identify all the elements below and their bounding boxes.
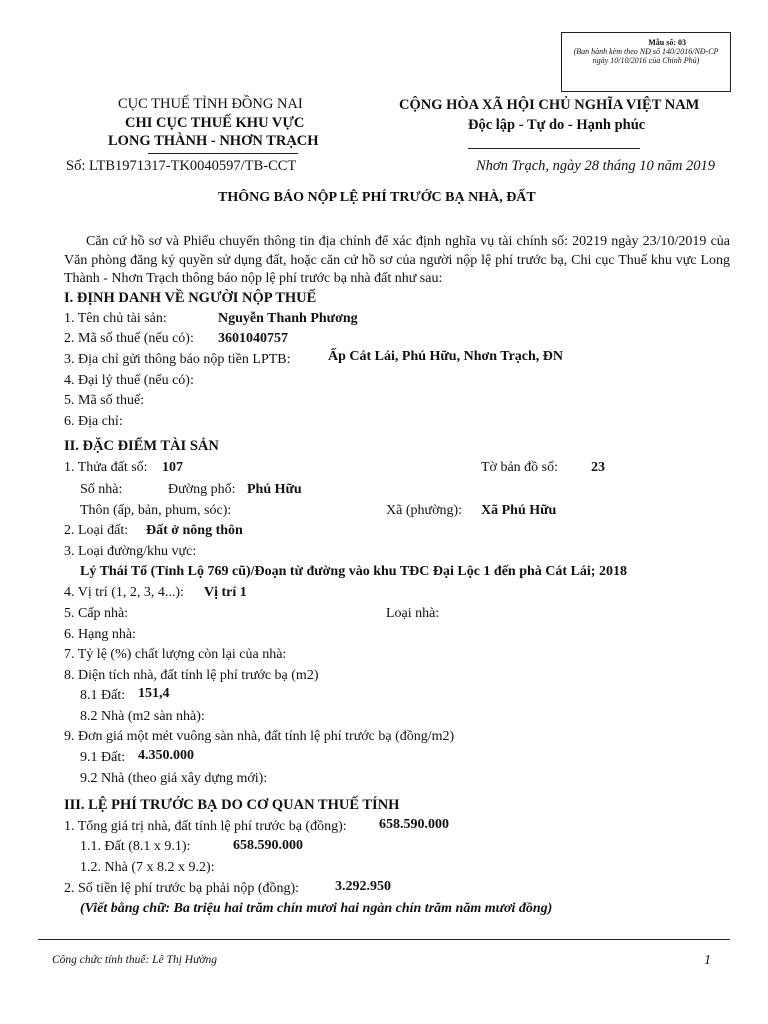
unit-price-land-value: 4.350.000 bbox=[138, 748, 194, 763]
unit-price-land-label: 9.1 Đất: bbox=[80, 750, 126, 765]
section2-heading: II. ĐẶC ĐIỂM TÀI SẢN bbox=[64, 438, 219, 454]
agent-label: 4. Đại lý thuế (nếu có): bbox=[64, 373, 194, 388]
tax-code-value: 3601040757 bbox=[218, 331, 288, 346]
place-date: Nhơn Trạch, ngày 28 tháng 10 năm 2019 bbox=[476, 158, 715, 174]
agency-line1: CHI CỤC THUẾ KHU VỰC bbox=[125, 115, 305, 131]
parcel-label: 1. Thửa đất số: bbox=[64, 460, 148, 475]
fee-value: 3.292.950 bbox=[335, 879, 391, 894]
area-house-label: 8.2 Nhà (m2 sàn nhà): bbox=[80, 709, 205, 724]
land-type-value: Đất ở nông thôn bbox=[146, 523, 243, 538]
motto-underline bbox=[468, 148, 640, 149]
section3-heading: III. LỆ PHÍ TRƯỚC BẠ DO CƠ QUAN THUẾ TÍNH bbox=[64, 797, 400, 813]
doc-number: Số: LTB1971317-TK0040597/TB-CCT bbox=[66, 158, 297, 174]
remaining-quality-label: 7. Tỷ lệ (%) chất lượng còn lại của nhà: bbox=[64, 647, 287, 662]
street-value: Phú Hữu bbox=[247, 482, 302, 497]
motto: Độc lập - Tự do - Hạnh phúc bbox=[468, 117, 646, 133]
parcel-value: 107 bbox=[162, 460, 183, 475]
unit-price-label: 9. Đơn giá một mét vuông sàn nhà, đất tính lệ phí trước bạ (đồng/m2) bbox=[64, 729, 455, 744]
ward-value: Xã Phú Hữu bbox=[481, 503, 557, 518]
agent-tax-label: 5. Mã số thuế: bbox=[64, 393, 145, 408]
total-house-label: 1.2. Nhà (7 x 8.2 x 9.2): bbox=[80, 860, 215, 875]
footer-divider bbox=[38, 939, 730, 940]
road-type-label: 3. Loại đường/khu vực: bbox=[64, 544, 197, 559]
map-sheet-value: 23 bbox=[591, 460, 605, 475]
land-type-label: 2. Loại đất: bbox=[64, 523, 129, 538]
owner-value: Nguyễn Thanh Phương bbox=[218, 311, 358, 326]
owner-label: 1. Tên chủ tài sản: bbox=[64, 311, 167, 326]
position-label: 4. Vị trí (1, 2, 3, 4...): bbox=[64, 585, 184, 600]
agency-line2: LONG THÀNH - NHƠN TRẠCH bbox=[108, 133, 319, 149]
document-title: THÔNG BÁO NỘP LỆ PHÍ TRƯỚC BẠ NHÀ, ĐẤT bbox=[218, 190, 536, 205]
page-number: 1 bbox=[704, 953, 711, 968]
road-type-value: Lý Thái Tổ (Tỉnh Lộ 769 cũ)/Đoạn từ đường vào khu TĐC Đại Lộc 1 đến phà Cát Lái; 2018 bbox=[80, 564, 627, 579]
house-class-label: 6. Hạng nhà: bbox=[64, 627, 136, 642]
agency-underline bbox=[148, 153, 298, 154]
nation-title: CỘNG HÒA XÃ HỘI CHỦ NGHĨA VIỆT NAM bbox=[399, 97, 700, 113]
total-label: 1. Tổng giá trị nhà, đất tính lệ phí trước bạ (đồng): bbox=[64, 819, 347, 834]
hamlet-label: Thôn (ấp, bản, phum, sóc): bbox=[80, 503, 232, 518]
form-number: Mẫu số: 03 bbox=[648, 38, 686, 47]
house-grade-label: 5. Cấp nhà: bbox=[64, 606, 129, 621]
total-land-value: 658.590.000 bbox=[233, 838, 303, 853]
intro-paragraph: Căn cứ hồ sơ và Phiếu chuyển thông tin địa chính để xác định nghĩa vụ tài chính số: 20219 ngày 23/10/2019 của Văn phòng đăng ký quyền sử dụng đất, hoặc căn cứ hồ sơ của người nộp lệ phí trước bạ, Chi cục Thuế khu vực Long Thành - Nhơn Trạch thông báo nộp lệ phí trước bạ nhà đất như sau: bbox=[64, 234, 730, 286]
officer-name: Công chức tính thuế: Lê Thị Hường bbox=[52, 954, 217, 966]
position-value: Vị trí 1 bbox=[204, 585, 247, 600]
address-label: 3. Địa chỉ gửi thông báo nộp tiền LPTB: bbox=[64, 352, 291, 367]
house-type-label: Loại nhà: bbox=[386, 606, 440, 621]
area-land-label: 8.1 Đất: bbox=[80, 688, 126, 703]
agent-address-label: 6. Địa chỉ: bbox=[64, 414, 123, 429]
street-label: Đường phố: bbox=[168, 482, 236, 497]
fee-in-words: (Viết bằng chữ: Ba triệu hai trăm chín mươi hai ngàn chín trăm năm mươi đồng) bbox=[80, 901, 553, 916]
unit-price-house-label: 9.2 Nhà (theo giá xây dựng mới): bbox=[80, 771, 268, 786]
total-value: 658.590.000 bbox=[379, 817, 449, 832]
total-land-label: 1.1. Đất (8.1 x 9.1): bbox=[80, 839, 191, 854]
agency-parent: CỤC THUẾ TỈNH ĐỒNG NAI bbox=[118, 96, 303, 112]
section1-heading: I. ĐỊNH DANH VỀ NGƯỜI NỘP THUẾ bbox=[64, 290, 317, 306]
form-note: (Ban hành kèm theo NĐ số 140/2016/NĐ-CP ngày 10/10/2016 của Chính Phủ) bbox=[573, 47, 719, 65]
map-sheet-label: Tờ bản đồ số: bbox=[481, 460, 559, 475]
area-label: 8. Diện tích nhà, đất tính lệ phí trước bạ (m2) bbox=[64, 668, 319, 683]
address-value: Ấp Cát Lái, Phú Hữu, Nhơn Trạch, ĐN bbox=[328, 349, 564, 364]
form-number-box bbox=[561, 32, 731, 92]
house-no-label: Số nhà: bbox=[80, 482, 123, 497]
ward-label: Xã (phường): bbox=[386, 503, 463, 518]
area-land-value: 151,4 bbox=[138, 686, 170, 701]
fee-label: 2. Số tiền lệ phí trước bạ phải nộp (đồng): bbox=[64, 881, 300, 896]
tax-code-label: 2. Mã số thuế (nếu có): bbox=[64, 331, 194, 346]
